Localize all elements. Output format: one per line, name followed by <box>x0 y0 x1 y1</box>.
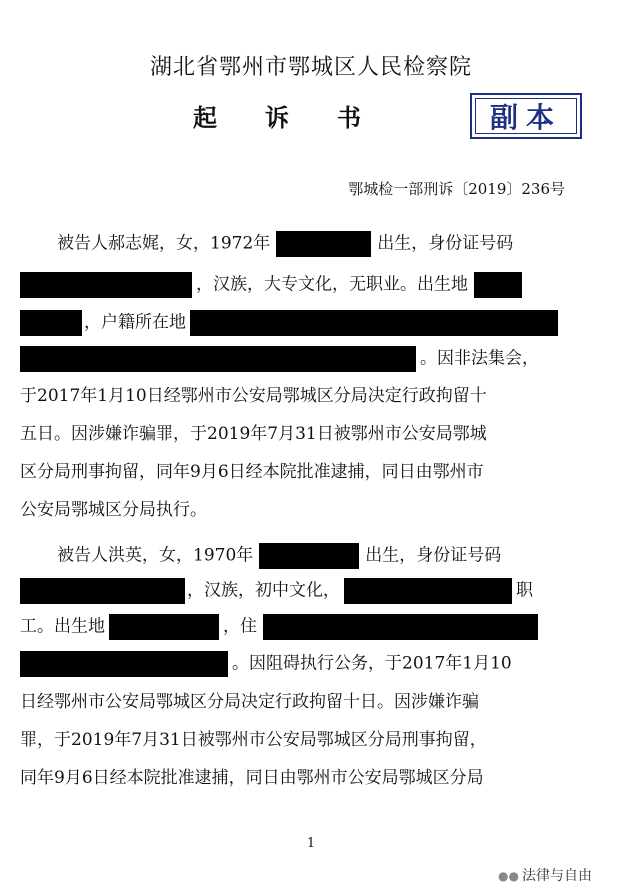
paragraph-2-line-4: 。因阻碍执行公务，于2017年1月10 <box>20 651 512 677</box>
paragraph-2-line-3: 工。出生地 ，住 <box>20 614 538 640</box>
paragraph-2-line-2: ，汉族，初中文化， 职 <box>20 578 533 604</box>
page-number: 1 <box>306 836 316 851</box>
redaction-bar <box>344 578 512 604</box>
redaction-bar <box>190 310 558 336</box>
paragraph-2-line-1: 被告人洪英，女，1970年 出生，身份证号码 <box>57 543 501 569</box>
paragraph-1-line-1: 被告人郝志娓，女，1972年 出生，身份证号码 <box>57 231 513 257</box>
issuing-organization: 湖北省鄂州市鄂城区人民检察院 <box>149 55 472 80</box>
redaction-bar <box>109 614 219 640</box>
paragraph-1-line-7: 区分局刑事拘留，同年9月6日经本院批准逮捕，同日由鄂州市 <box>20 462 484 482</box>
paragraph-1-line-8: 公安局鄂城区分局执行。 <box>20 500 207 520</box>
redaction-bar <box>474 272 522 298</box>
redaction-bar <box>20 346 416 372</box>
wechat-icon: ●● <box>498 869 519 883</box>
paragraph-1-line-4: 。因非法集会， <box>20 346 539 372</box>
paragraph-2-line-7: 同年9月6日经本院批准逮捕，同日由鄂州市公安局鄂城区分局 <box>20 768 484 788</box>
redaction-bar <box>20 578 185 604</box>
paragraph-1-line-3: ，户籍所在地 <box>20 310 558 336</box>
document-title: 起诉书 <box>193 103 409 132</box>
redaction-bar <box>20 272 192 298</box>
redaction-bar <box>263 614 538 640</box>
paragraph-1-line-2: ，汉族，大专文化，无职业。出生地 <box>20 272 522 298</box>
paragraph-1-line-6: 五日。因涉嫌诈骗罪，于2019年7月31日被鄂州市公安局鄂城 <box>20 424 487 444</box>
redaction-bar <box>20 651 228 677</box>
document-number: 鄂城检一部刑诉〔2019〕236号 <box>348 180 565 198</box>
paragraph-2-line-6: 罪，于2019年7月31日被鄂州市公安局鄂城区分局刑事拘留， <box>20 730 487 750</box>
paragraph-1-line-5: 于2017年1月10日经鄂州市公安局鄂城区分局决定行政拘留十 <box>20 386 487 406</box>
watermark <box>498 865 592 885</box>
redaction-bar <box>259 543 359 569</box>
stamp-text: 副本 <box>489 101 562 134</box>
redaction-bar <box>20 310 82 336</box>
copy-stamp <box>470 93 582 139</box>
watermark-text: 法律与自由 <box>521 868 592 884</box>
redaction-bar <box>276 231 371 257</box>
paragraph-2-line-5: 日经鄂州市公安局鄂城区分局决定行政拘留十日。因涉嫌诈骗 <box>20 692 479 712</box>
